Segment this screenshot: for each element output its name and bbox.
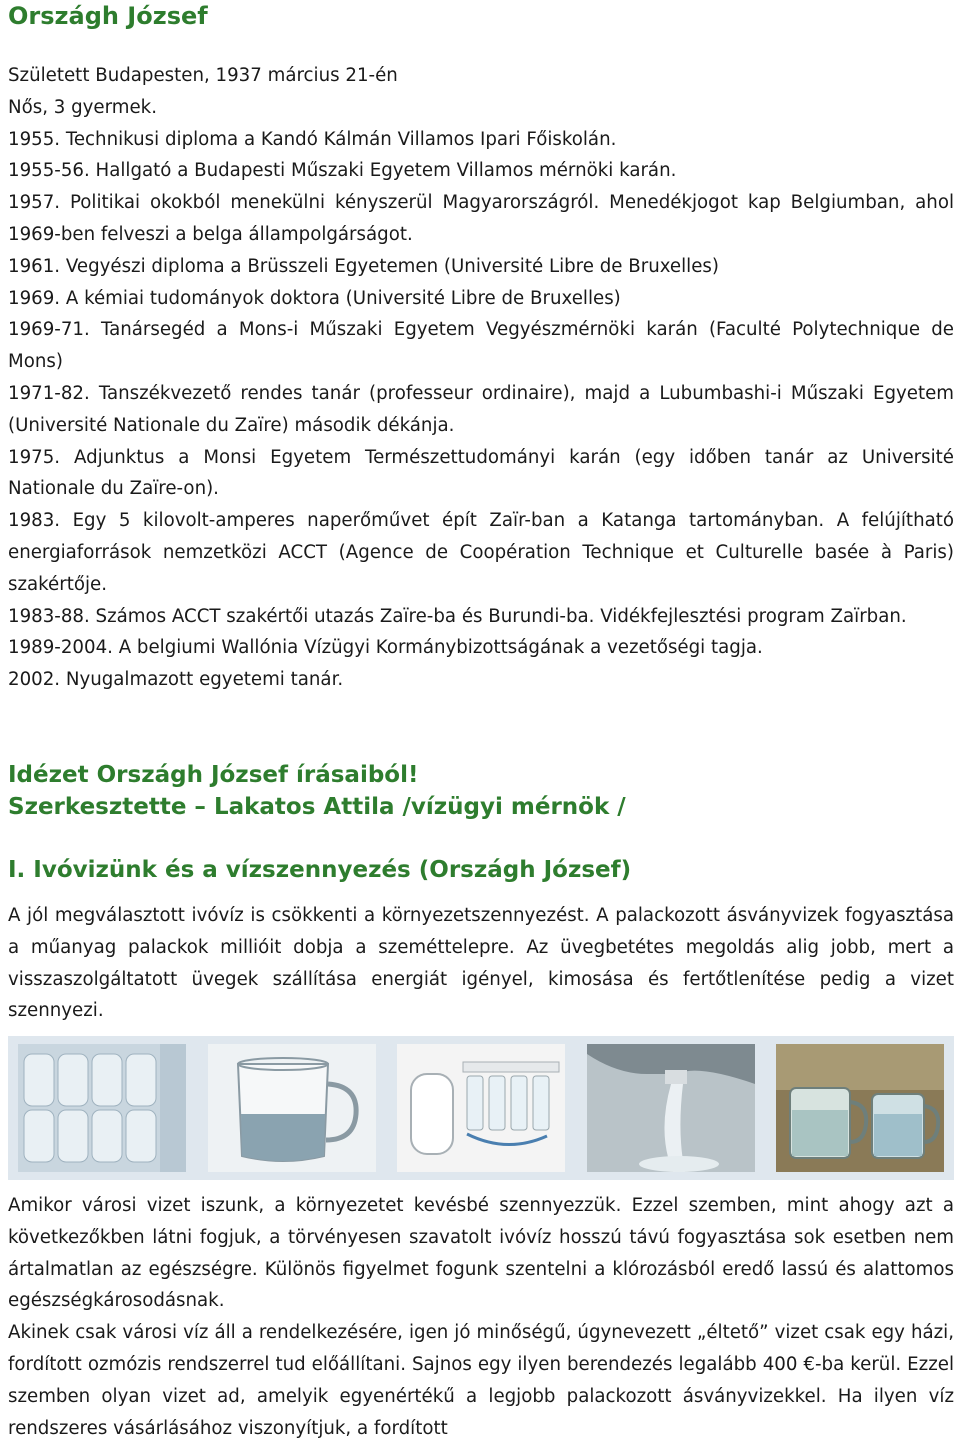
bio-line: 1969-71. Tanársegéd a Mons-i Műszaki Egyetem Vegyészmérnöki karán (Faculté Polytechnique de Mons) (8, 319, 954, 373)
bio-line: 1969. A kémiai tudományok doktora (Université Libre de Bruxelles) (8, 287, 621, 309)
paragraph: Akinek csak városi víz áll a rendelkezésére, igen jó minőségű, úgynevezett „éltető” vizet csak egy házi, fordított ozmózis rendszerrel tud előállítani. Sajnos egy ilyen berendezés legalább 400 €-ba kerül. Ezzel szemben olyan vizet ad, amelyik egyenértékű a legjobb palackozott ásványvizekkel. Ha ilyen víz rendszeres vásárlásához viszonyítjuk, a fordított (8, 1322, 954, 1439)
biography (8, 60, 954, 696)
tap-water-photo (587, 1044, 755, 1172)
bio-line: 1955-56. Hallgató a Budapesti Műszaki Egyetem Villamos mérnöki karán. (8, 160, 677, 182)
water-filter-photo (397, 1044, 565, 1172)
bio-line: 1983-88. Számos ACCT szakértői utazás Zaïre-ba és Burundi-ba. Vidékfejlesztési program Zaïrban. (8, 605, 907, 627)
paragraph: A jól megválasztott ivóvíz is csökkenti a környezetszennyezést. A palackozott ásványvizek fogyasztása a műanyag palackok millióit dobja a szeméttelepre. Az üvegbetétes megoldás alig jobb, mert a visszaszolgáltatott üvegek szállítása energiát igényel, kimosása és fertőtlenítése pedig a vizet szennyezi. (8, 905, 954, 1022)
bio-line: 2002. Nyugalmazott egyetemi tanár. (8, 669, 344, 691)
bio-line: 1975. Adjunktus a Monsi Egyetem Természettudományi karán (egy időben tanár az Université Nationale du Zaïre-on). (8, 446, 954, 500)
section-intro (8, 900, 954, 1027)
section-heading: I. Ivóvizünk és a vízszennyezés (Országh József) (8, 857, 632, 883)
glass-mugs-photo (776, 1044, 944, 1172)
after-photos-text (8, 1190, 954, 1444)
editor-heading: Szerkesztette – Lakatos Attila /vízügyi mérnök / (8, 794, 626, 820)
bio-line: 1957. Politikai okokból menekülni kényszerül Magyarországról. Menedékjogot kap Belgiumban, ahol 1969-ben felveszi a belga állampolgárságot. (8, 192, 954, 245)
page-title: Országh József (8, 2, 208, 30)
bio-line: 1955. Technikusi diploma a Kandó Kálmán Villamos Ipari Főiskolán. (8, 128, 617, 150)
bio-line: 1971-82. Tanszékvezető rendes tanár (professeur ordinaire), majd a Lubumbashi-i Műszaki Egyetem (Université Nationale du Zaïre) második dékánja. (8, 382, 954, 436)
bio-line: 1961. Vegyészi diploma a Brüsszeli Egyetemen (Université Libre de Bruxelles) (8, 255, 719, 277)
paragraph: Amikor városi vizet iszunk, a környezetet kevésbé szennyezzük. Ezzel szemben, mint ahogy azt a következőkben látni fogjuk, a törvényesen szavatolt ivóvíz hosszú távú fogyasztása sok esetben nem ártalmatlan az egészségre. Különös figyelmet fogunk szentelni a klórozásból eredő lassú és alattomos egészségkárosodásnak. (8, 1195, 954, 1312)
bottled-water-photo (18, 1044, 186, 1172)
bio-line: 1983. Egy 5 kilovolt-amperes naperőművet épít Zaïr-ban a Katanga tartományban. A felújítható energiaforrások nemzetközi ACCT (Agence de Coopération Technique et Culturelle basée à Paris) szakértője. (8, 510, 954, 595)
quote-heading: Idézet Országh József írásaiból! (8, 762, 419, 788)
bio-line: Nős, 3 gyermek. (8, 96, 157, 118)
glass-jug-photo (208, 1044, 376, 1172)
bio-line: Született Budapesten, 1937 március 21-én (8, 65, 398, 86)
photo-strip (8, 1036, 954, 1180)
bio-line: 1989-2004. A belgiumi Wallónia Vízügyi Kormánybizottságának a vezetőségi tagja. (8, 637, 763, 659)
